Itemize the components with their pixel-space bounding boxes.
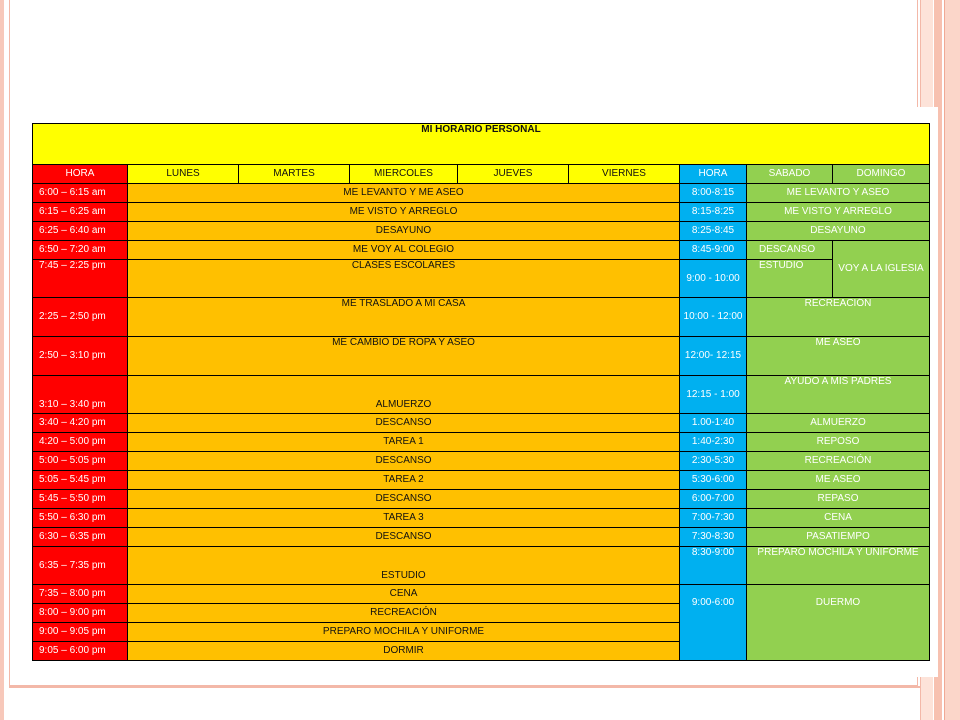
slide-bottom-line [9, 686, 920, 688]
time-cell: 5:50 – 6:30 pm [33, 509, 128, 528]
activity-cell: DESCANSO [128, 490, 680, 509]
time-cell: 4:20 – 5:00 pm [33, 433, 128, 452]
slide-left-stripe [0, 0, 4, 720]
header-jueves: JUEVES [458, 165, 569, 184]
header-hora: HORA [33, 165, 128, 184]
header-miercoles: MIERCOLES [350, 165, 458, 184]
weekend-activity-cell: REPASO [747, 490, 930, 509]
time-cell: 6:15 – 6:25 am [33, 203, 128, 222]
weekend-time-cell: 7:30-8:30 [680, 528, 747, 547]
weekend-activity-cell: DESAYUNO [747, 222, 930, 241]
time-cell: 9:00 – 9:05 pm [33, 623, 128, 642]
weekend-activity-cell: AYUDO A MIS PADRES [747, 376, 930, 414]
activity-cell: TAREA 2 [128, 471, 680, 490]
header-sabado: SABADO [747, 165, 833, 184]
weekend-time-cell: 8:45-9:00 [680, 241, 747, 260]
header-hora-weekend: HORA [680, 165, 747, 184]
activity-cell: TAREA 3 [128, 509, 680, 528]
weekend-time-cell: 8:30-9:00 [680, 547, 747, 585]
weekend-time-cell: 1:40-2:30 [680, 433, 747, 452]
activity-cell: DESCANSO [128, 414, 680, 433]
activity-cell: CLASES ESCOLARES [128, 260, 680, 298]
activity-cell: DESCANSO [128, 528, 680, 547]
time-cell: 5:45 – 5:50 pm [33, 490, 128, 509]
activity-cell: TAREA 1 [128, 433, 680, 452]
activity-cell: ME LEVANTO Y ME ASEO [128, 184, 680, 203]
activity-cell: ME TRASLADO A MI CASA [128, 298, 680, 337]
weekend-time-cell: 8:15-8:25 [680, 203, 747, 222]
time-cell: 7:45 – 2:25 pm [33, 260, 128, 298]
weekend-activity-cell: PASATIEMPO [747, 528, 930, 547]
weekend-time-cell: 5:30-6:00 [680, 471, 747, 490]
weekend-activity-cell: DUERMO [747, 585, 930, 661]
schedule-title: MI HORARIO PERSONAL [33, 124, 930, 165]
weekend-time-cell: 8:00-8:15 [680, 184, 747, 203]
weekend-activity-cell: ME VISTO Y ARREGLO [747, 203, 930, 222]
activity-cell: CENA [128, 585, 680, 604]
weekend-activity-cell: ME LEVANTO Y ASEO [747, 184, 930, 203]
weekend-time-cell: 1.00-1:40 [680, 414, 747, 433]
weekend-activity-cell: PREPARO MOCHILA Y UNIFORME [747, 547, 930, 585]
time-cell: 5:00 – 5:05 pm [33, 452, 128, 471]
weekend-time-cell: 7:00-7:30 [680, 509, 747, 528]
sabado-activity-cell: ESTUDIO [747, 260, 833, 298]
weekend-time-cell: 12:15 - 1:00 [680, 376, 747, 414]
weekend-activity-cell: ME ASEO [747, 337, 930, 376]
weekend-time-cell: 12:00- 12:15 [680, 337, 747, 376]
slide-right-stripe [944, 0, 960, 720]
activity-cell: DESAYUNO [128, 222, 680, 241]
weekend-activity-cell: RECREACIÓN [747, 452, 930, 471]
schedule-table [32, 123, 930, 661]
header-domingo: DOMINGO [833, 165, 930, 184]
time-cell: 8:00 – 9:00 pm [33, 604, 128, 623]
activity-cell: DESCANSO [128, 452, 680, 471]
sabado-activity-cell: DESCANSO [747, 241, 833, 260]
time-cell: 2:25 – 2:50 pm [33, 298, 128, 337]
domingo-activity-cell: VOY A LA IGLESIA [833, 241, 930, 298]
header-martes: MARTES [239, 165, 350, 184]
weekend-activity-cell: RECREACIÓN [747, 298, 930, 337]
time-cell: 2:50 – 3:10 pm [33, 337, 128, 376]
weekend-time-cell: 8:25-8:45 [680, 222, 747, 241]
header-lunes: LUNES [128, 165, 239, 184]
time-cell: 3:40 – 4:20 pm [33, 414, 128, 433]
time-cell: 9:05 – 6:00 pm [33, 642, 128, 661]
activity-cell: ALMUERZO [128, 376, 680, 414]
weekend-time-cell: 9:00-6:00 [680, 585, 747, 661]
time-cell: 7:35 – 8:00 pm [33, 585, 128, 604]
weekend-activity-cell: ME ASEO [747, 471, 930, 490]
weekend-time-cell: 6:00-7:00 [680, 490, 747, 509]
time-cell: 6:00 – 6:15 am [33, 184, 128, 203]
weekend-time-cell: 2:30-5:30 [680, 452, 747, 471]
activity-cell: ESTUDIO [128, 547, 680, 585]
weekend-time-cell: 9:00 - 10:00 [680, 260, 747, 298]
activity-cell: PREPARO MOCHILA Y UNIFORME [128, 623, 680, 642]
header-viernes: VIERNES [569, 165, 680, 184]
weekend-activity-cell: REPOSO [747, 433, 930, 452]
activity-cell: DORMIR [128, 642, 680, 661]
weekend-activity-cell: ALMUERZO [747, 414, 930, 433]
weekend-activity-cell: CENA [747, 509, 930, 528]
activity-cell: ME VOY AL COLEGIO [128, 241, 680, 260]
activity-cell: ME VISTO Y ARREGLO [128, 203, 680, 222]
time-cell: 6:30 – 6:35 pm [33, 528, 128, 547]
time-cell: 3:10 – 3:40 pm [33, 376, 128, 414]
activity-cell: RECREACIÓN [128, 604, 680, 623]
activity-cell: ME CAMBIO DE ROPA Y ASEO [128, 337, 680, 376]
time-cell: 6:35 – 7:35 pm [33, 547, 128, 585]
time-cell: 6:50 – 7:20 am [33, 241, 128, 260]
time-cell: 5:05 – 5:45 pm [33, 471, 128, 490]
time-cell: 6:25 – 6:40 am [33, 222, 128, 241]
weekend-time-cell: 10:00 - 12:00 [680, 298, 747, 337]
